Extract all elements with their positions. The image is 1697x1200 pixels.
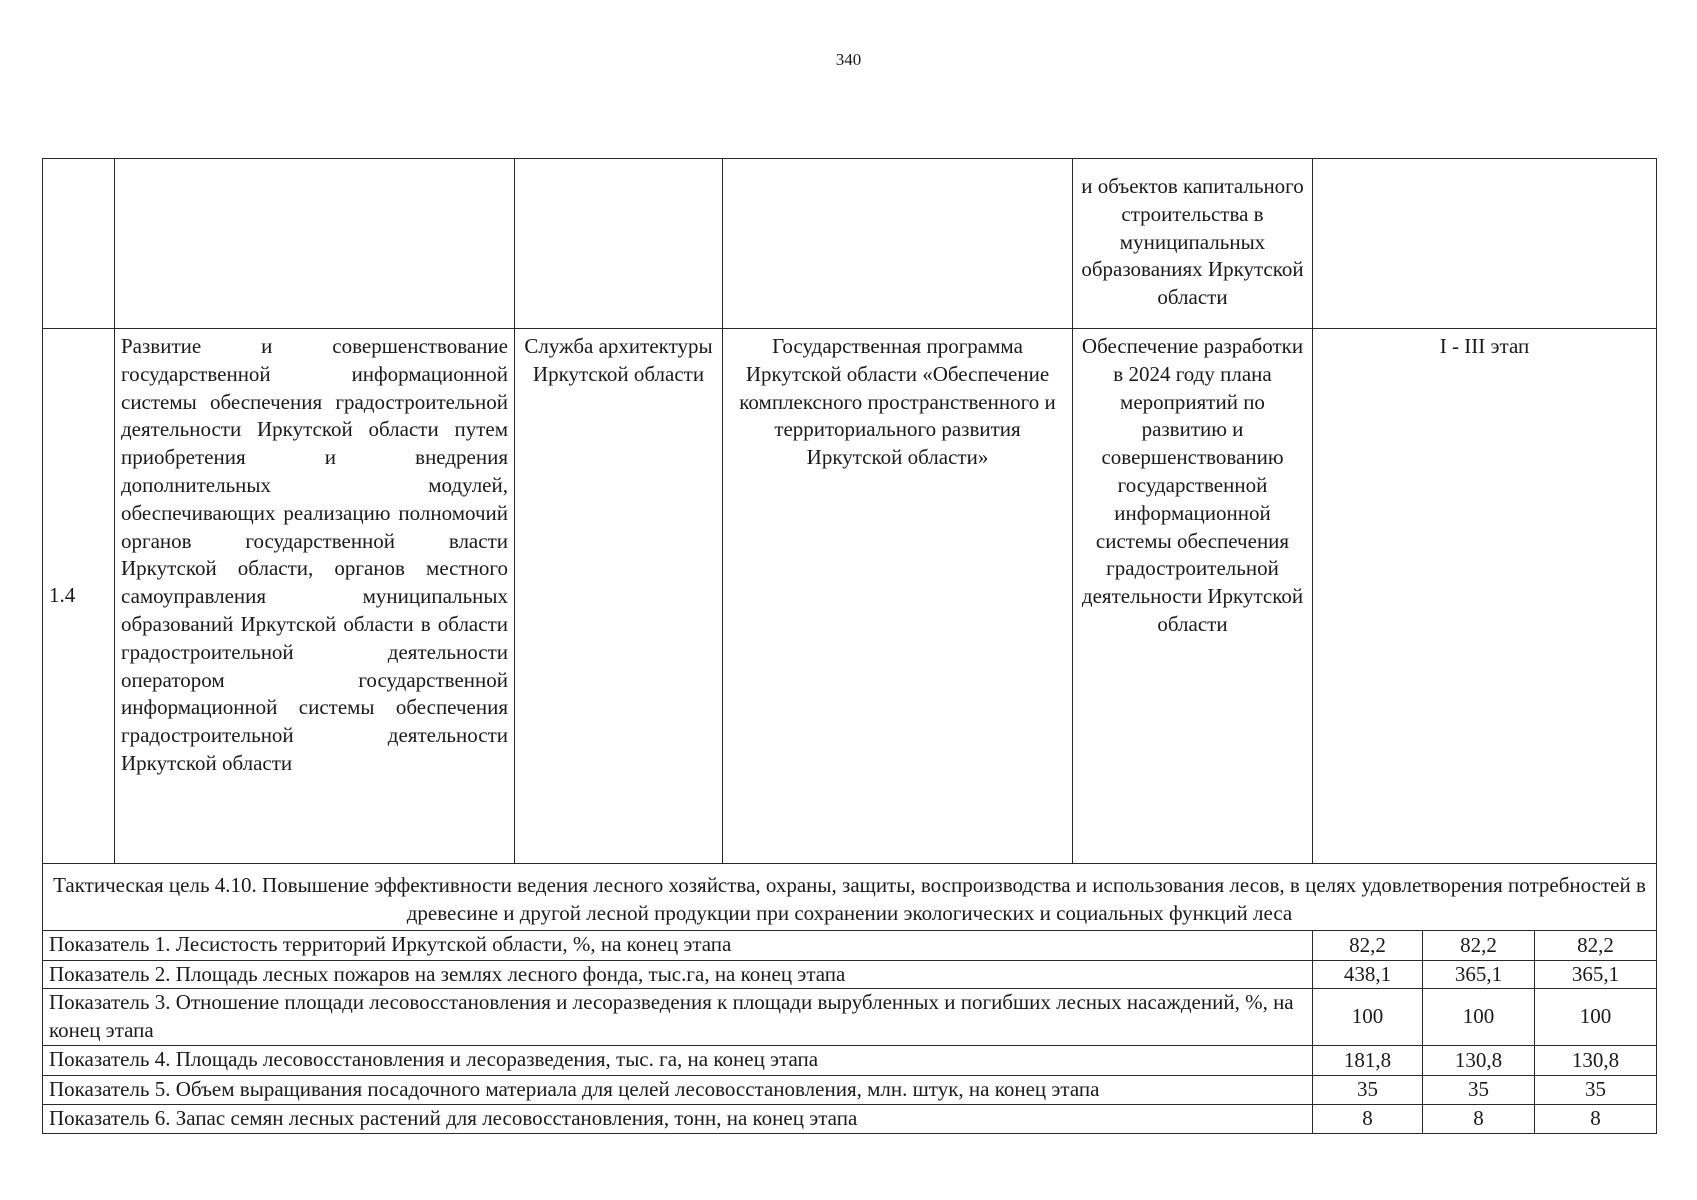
result-cell: Обеспечение разработки в 2024 году плана мероприятий по развитию и совершенствованию государственной информационной системы обеспечения градостроительной деятельности Иркутской области bbox=[1073, 329, 1313, 864]
program-cell bbox=[723, 159, 1073, 329]
indicator-value-stage-3: 35 bbox=[1535, 1075, 1657, 1104]
result-cell: и объектов капитального строительства в муниципальных образованиях Иркутской области bbox=[1073, 159, 1313, 329]
indicator-value-stage-2: 365,1 bbox=[1423, 960, 1535, 989]
indicator-value-stage-3: 8 bbox=[1535, 1104, 1657, 1133]
table-row bbox=[43, 1045, 1657, 1075]
executor-cell: Служба архитектуры Иркутской области bbox=[515, 329, 723, 864]
measures-table bbox=[42, 158, 1657, 1134]
description-cell: Развитие и совершенствование государственной информационной системы обеспечения градостроительной деятельности Иркутской области путем приобретения и внедрения дополнительных модулей, обеспечивающих реализацию полномочий органов государственной власти Иркутской области, органов местного самоуправления муниципальных образований Иркутской области в области градостроительной деятельности оператором государственной информационной системы обеспечения градостроительной деятельности Иркутской области bbox=[115, 329, 515, 864]
program-cell: Государственная программа Иркутской области «Обеспечение комплексного пространственного и территориального развития Иркутской области» bbox=[723, 329, 1073, 864]
indicator-value-stage-1: 82,2 bbox=[1313, 930, 1423, 960]
indicator-value-stage-3: 365,1 bbox=[1535, 960, 1657, 989]
indicator-value-stage-1: 181,8 bbox=[1313, 1045, 1423, 1075]
indicator-value-stage-3: 130,8 bbox=[1535, 1045, 1657, 1075]
indicator-value-stage-2: 130,8 bbox=[1423, 1045, 1535, 1075]
indicator-value-stage-2: 100 bbox=[1423, 989, 1535, 1046]
table-row bbox=[43, 960, 1657, 989]
indicator-value-stage-2: 8 bbox=[1423, 1104, 1535, 1133]
table-row bbox=[43, 1075, 1657, 1104]
indicator-value-stage-2: 82,2 bbox=[1423, 930, 1535, 960]
indicator-label: Показатель 2. Площадь лесных пожаров на землях лесного фонда, тыс.га, на конец этапа bbox=[43, 960, 1313, 989]
indicator-value-stage-1: 438,1 bbox=[1313, 960, 1423, 989]
table-row bbox=[43, 159, 1657, 329]
table-row bbox=[43, 989, 1657, 1046]
table-row bbox=[43, 930, 1657, 960]
description-cell bbox=[115, 159, 515, 329]
indicator-value-stage-3: 100 bbox=[1535, 989, 1657, 1046]
indicator-label: Показатель 1. Лесистость территорий Иркутской области, %, на конец этапа bbox=[43, 930, 1313, 960]
stage-cell: I - III этап bbox=[1313, 329, 1657, 864]
indicator-label: Показатель 4. Площадь лесовосстановления и лесоразведения, тыс. га, на конец этапа bbox=[43, 1045, 1313, 1075]
indicator-label: Показатель 6. Запас семян лесных растений для лесовосстановления, тонн, на конец этапа bbox=[43, 1104, 1313, 1133]
table-row bbox=[43, 1104, 1657, 1133]
stage-cell bbox=[1313, 159, 1657, 329]
row-number-cell: 1.4 bbox=[43, 329, 115, 864]
executor-cell bbox=[515, 159, 723, 329]
indicator-value-stage-3: 82,2 bbox=[1535, 930, 1657, 960]
indicator-label: Показатель 3. Отношение площади лесовосстановления и лесоразведения к площади вырубленных и погибших лесных насаждений, %, на конец этапа bbox=[43, 989, 1313, 1046]
row-number-cell bbox=[43, 159, 115, 329]
table-row bbox=[43, 329, 1657, 864]
indicator-value-stage-1: 8 bbox=[1313, 1104, 1423, 1133]
indicator-value-stage-1: 100 bbox=[1313, 989, 1423, 1046]
indicator-value-stage-2: 35 bbox=[1423, 1075, 1535, 1104]
tactical-goal-heading: Тактическая цель 4.10. Повышение эффективности ведения лесного хозяйства, охраны, защиты, воспроизводства и использования лесов, в целях удовлетворения потребностей в древесине и другой лесной продукции при сохранении экологических и социальных функций леса bbox=[43, 864, 1657, 931]
indicator-label: Показатель 5. Объем выращивания посадочного материала для целей лесовосстановления, млн. штук, на конец этапа bbox=[43, 1075, 1313, 1104]
indicator-value-stage-1: 35 bbox=[1313, 1075, 1423, 1104]
page-number: 340 bbox=[835, 50, 862, 69]
table-row bbox=[43, 864, 1657, 931]
